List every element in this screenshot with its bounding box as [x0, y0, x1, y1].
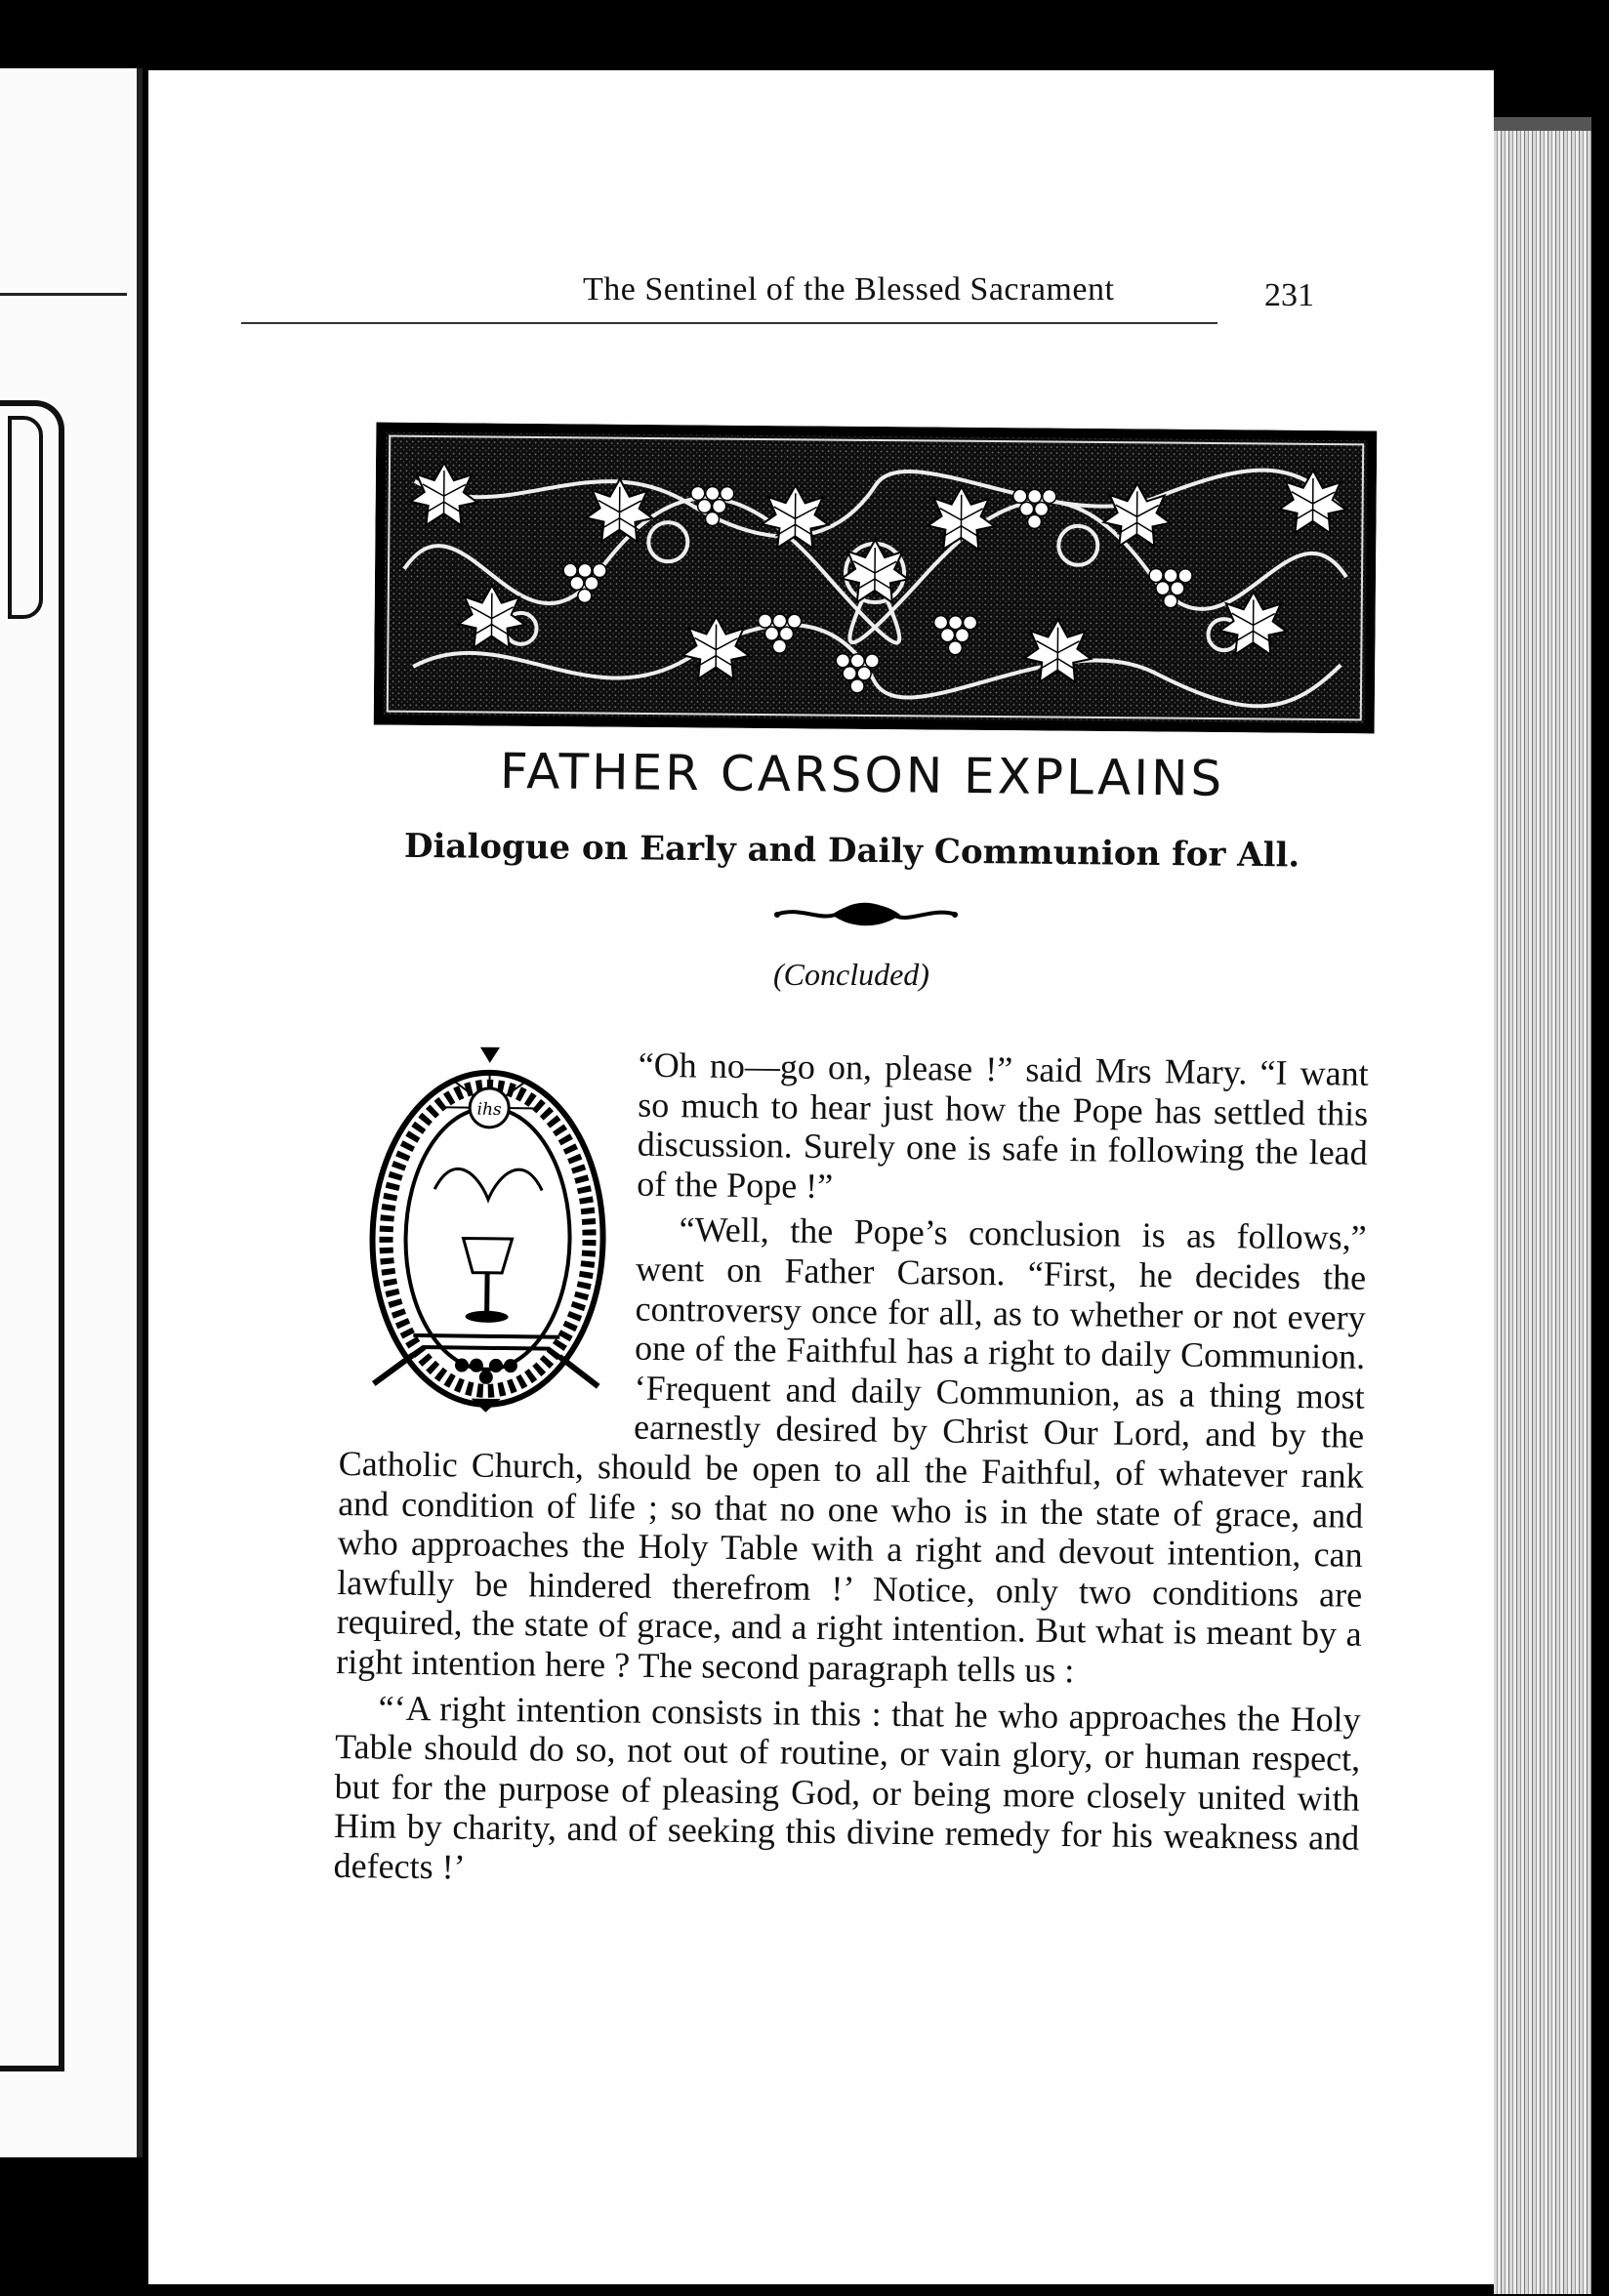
book-page — [148, 70, 1494, 2284]
header-rule — [241, 322, 1217, 324]
facing-page — [0, 68, 143, 2157]
illuminated-O-chalice-art — [353, 1042, 622, 1415]
continuation-note: (Concluded) — [773, 957, 929, 992]
page-number: 231 — [1264, 277, 1314, 313]
page-edges-top — [1490, 117, 1591, 131]
paragraph-1: “Oh no—go on, please !” said Mrs Mary. “I want so much to hear just how the Pope has settled this discussion. Surely one is safe in following the lead of the Pope !” — [637, 1045, 1369, 1206]
grapevine-banner — [374, 423, 1378, 734]
dropcap-monogram: ihs — [476, 1099, 502, 1120]
running-header — [241, 264, 1374, 332]
paragraph-2: “Well, the Pope’s conclusion is as follows,” went on Father Carson. “First, he decides the controversy once for all, as to whether or not every one of the Faithful has a right to daily Communion. ‘Frequent and daily Communion, as a thing most earnestly desired by Christ Our Lord, and by the Catholic Church, should be open to all the Faithful, of whatever rank and condition of life ; so that no one who is in the state of grace, and who approaches the Holy Table with a right and devout intention, can lawfully be hindered therefrom !’ Notice, only two conditions are required, the state of grace, and a right intention. But what is meant by a right intention here ? The second paragraph tells us : — [335, 1210, 1367, 1691]
page-edges — [1494, 117, 1591, 2294]
grapevine-banner-art — [374, 423, 1378, 734]
article-title: FATHER CARSON EXPLAINS — [499, 743, 1225, 807]
illuminated-dropcap — [339, 1042, 627, 1426]
article-body — [333, 1042, 1368, 1898]
facing-page-rule — [0, 293, 127, 296]
article-subtitle: Dialogue on Early and Daily Communion for All. — [403, 826, 1300, 876]
facing-page-border-ornament — [0, 400, 64, 2071]
flourish-ornament — [773, 900, 959, 929]
paragraph-3: “‘A right intention consists in this : that he who approaches the Holy Table should do so, not out of routine, or vain glory, or human respect, but for the purpose of pleasing God, or being more closely united with Him by charity, and of seeking this divine remedy for his weakness and defects !’ — [333, 1687, 1361, 1887]
running-title: The Sentinel of the Blessed Sacrament — [583, 271, 1115, 308]
